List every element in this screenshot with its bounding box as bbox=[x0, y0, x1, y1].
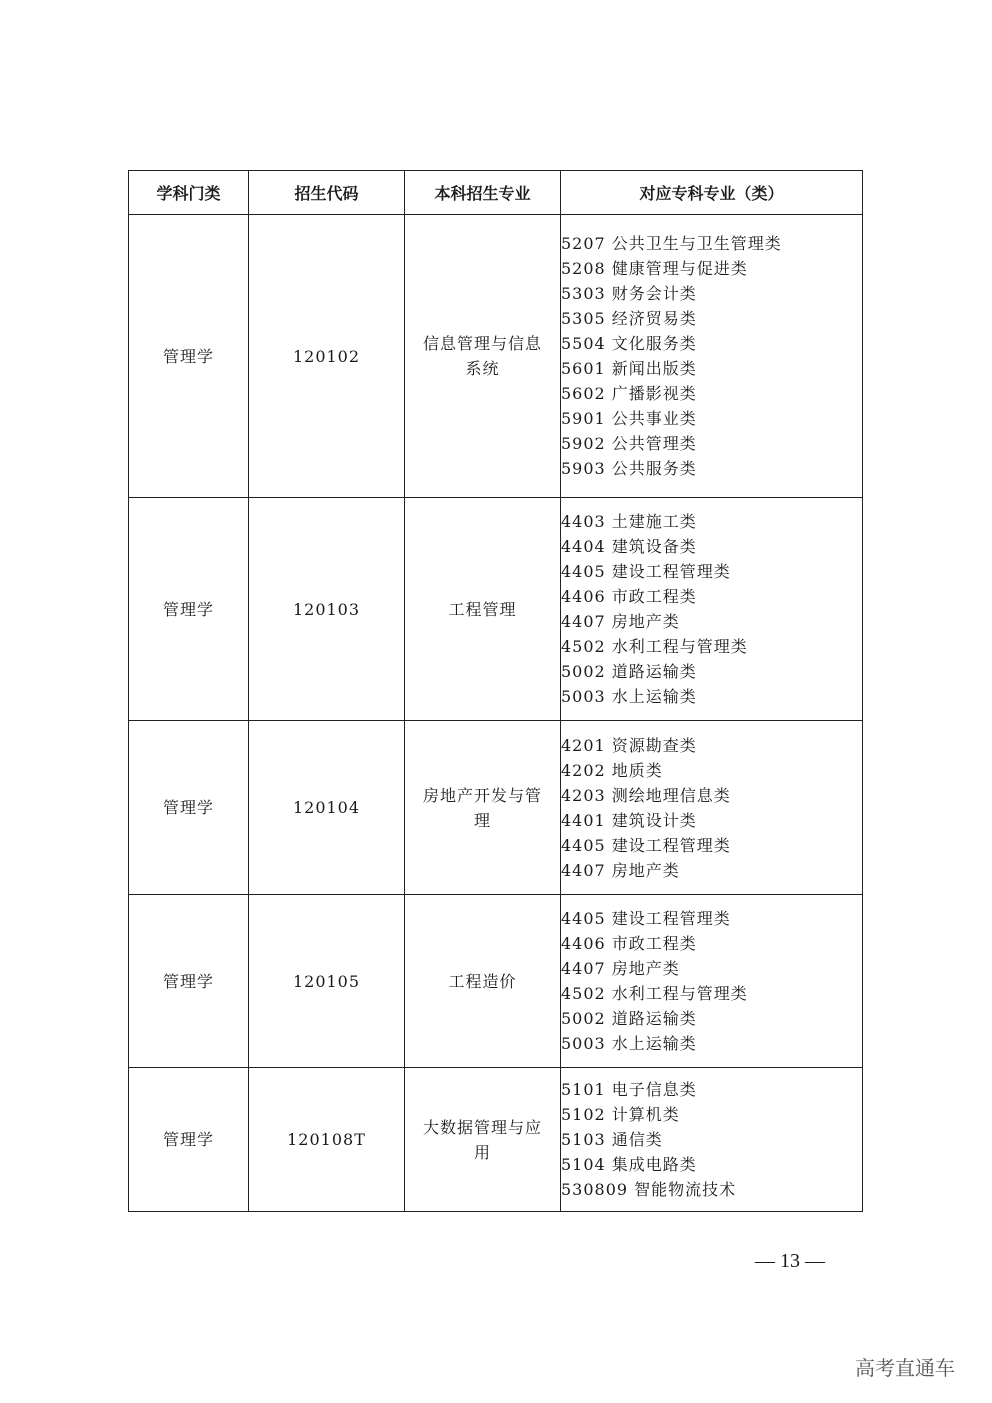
category-cell: 管理学 bbox=[129, 721, 249, 895]
list-item: 5208 健康管理与促进类 bbox=[561, 259, 748, 278]
list-item: 5207 公共卫生与卫生管理类 bbox=[561, 234, 782, 253]
list-item: 5602 广播影视类 bbox=[561, 384, 697, 403]
table-row bbox=[129, 895, 863, 1068]
list-item: 5101 电子信息类 bbox=[561, 1080, 697, 1099]
header-related: 对应专科专业（类） bbox=[561, 171, 863, 215]
table-row bbox=[129, 498, 863, 721]
related-cell bbox=[561, 721, 863, 895]
table-header-row bbox=[129, 171, 863, 215]
list-item: 5102 计算机类 bbox=[561, 1105, 680, 1124]
majors-table bbox=[128, 170, 863, 1212]
code-cell: 120108T bbox=[249, 1068, 405, 1212]
watermark: 高考直通车 bbox=[855, 1356, 955, 1380]
list-item: 5504 文化服务类 bbox=[561, 334, 697, 353]
major-cell bbox=[405, 1068, 561, 1212]
category-cell: 管理学 bbox=[129, 1068, 249, 1212]
related-list bbox=[561, 231, 862, 481]
code-cell: 120103 bbox=[249, 498, 405, 721]
category-cell: 管理学 bbox=[129, 215, 249, 498]
header-major: 本科招生专业 bbox=[405, 171, 561, 215]
category-cell: 管理学 bbox=[129, 895, 249, 1068]
list-item: 4405 建设工程管理类 bbox=[561, 909, 731, 928]
major-cell bbox=[405, 215, 561, 498]
list-item: 5601 新闻出版类 bbox=[561, 359, 697, 378]
major-cell bbox=[405, 498, 561, 721]
list-item: 5003 水上运输类 bbox=[561, 1034, 697, 1053]
major-cell bbox=[405, 721, 561, 895]
table-row bbox=[129, 215, 863, 498]
major-name: 工程造价 bbox=[448, 971, 517, 991]
code-cell: 120105 bbox=[249, 895, 405, 1068]
related-cell bbox=[561, 498, 863, 721]
code-cell: 120104 bbox=[249, 721, 405, 895]
list-item: 4405 建设工程管理类 bbox=[561, 562, 731, 581]
header-code: 招生代码 bbox=[249, 171, 405, 215]
list-item: 5902 公共管理类 bbox=[561, 434, 697, 453]
list-item: 4203 测绘地理信息类 bbox=[561, 785, 731, 805]
list-item: 4502 水利工程与管理类 bbox=[561, 984, 748, 1003]
related-cell bbox=[561, 895, 863, 1068]
list-item: 4404 建筑设备类 bbox=[561, 537, 697, 556]
table-row bbox=[129, 721, 863, 895]
related-list bbox=[561, 509, 862, 709]
list-item: 4406 市政工程类 bbox=[561, 587, 697, 606]
major-name: 房地产开发与管理 bbox=[422, 785, 542, 830]
table-row bbox=[129, 1068, 863, 1212]
code-cell: 120102 bbox=[249, 215, 405, 498]
list-item: 4401 建筑设计类 bbox=[561, 810, 697, 830]
major-cell bbox=[405, 895, 561, 1068]
list-item: 4407 房地产类 bbox=[561, 612, 680, 631]
list-item: 5103 通信类 bbox=[561, 1130, 663, 1149]
list-item: 4201 资源勘查类 bbox=[561, 735, 697, 755]
major-name: 工程管理 bbox=[448, 599, 517, 619]
list-item: 4405 建设工程管理类 bbox=[561, 835, 731, 855]
list-item: 4407 房地产类 bbox=[561, 959, 680, 978]
list-item: 5104 集成电路类 bbox=[561, 1155, 697, 1174]
major-name: 信息管理与信息系统 bbox=[422, 334, 542, 378]
list-item: 4407 房地产类 bbox=[561, 860, 680, 880]
list-item: 5002 道路运输类 bbox=[561, 1009, 697, 1028]
related-list bbox=[561, 733, 862, 883]
related-cell bbox=[561, 1068, 863, 1212]
related-list bbox=[561, 1077, 862, 1202]
page-number: — 13 — bbox=[755, 1250, 825, 1272]
list-item: 4202 地质类 bbox=[561, 760, 663, 780]
major-name: 大数据管理与应用 bbox=[422, 1117, 542, 1162]
list-item: 5303 财务会计类 bbox=[561, 284, 697, 303]
list-item: 4406 市政工程类 bbox=[561, 934, 697, 953]
category-cell: 管理学 bbox=[129, 498, 249, 721]
list-item: 4403 土建施工类 bbox=[561, 512, 697, 531]
list-item: 5002 道路运输类 bbox=[561, 662, 697, 681]
list-item: 5305 经济贸易类 bbox=[561, 309, 697, 328]
list-item: 4502 水利工程与管理类 bbox=[561, 637, 748, 656]
list-item: 5003 水上运输类 bbox=[561, 687, 697, 706]
list-item: 5903 公共服务类 bbox=[561, 459, 697, 478]
list-item: 530809 智能物流技术 bbox=[561, 1180, 737, 1199]
related-list bbox=[561, 906, 862, 1056]
header-category: 学科门类 bbox=[129, 171, 249, 215]
related-cell bbox=[561, 215, 863, 498]
list-item: 5901 公共事业类 bbox=[561, 409, 697, 428]
